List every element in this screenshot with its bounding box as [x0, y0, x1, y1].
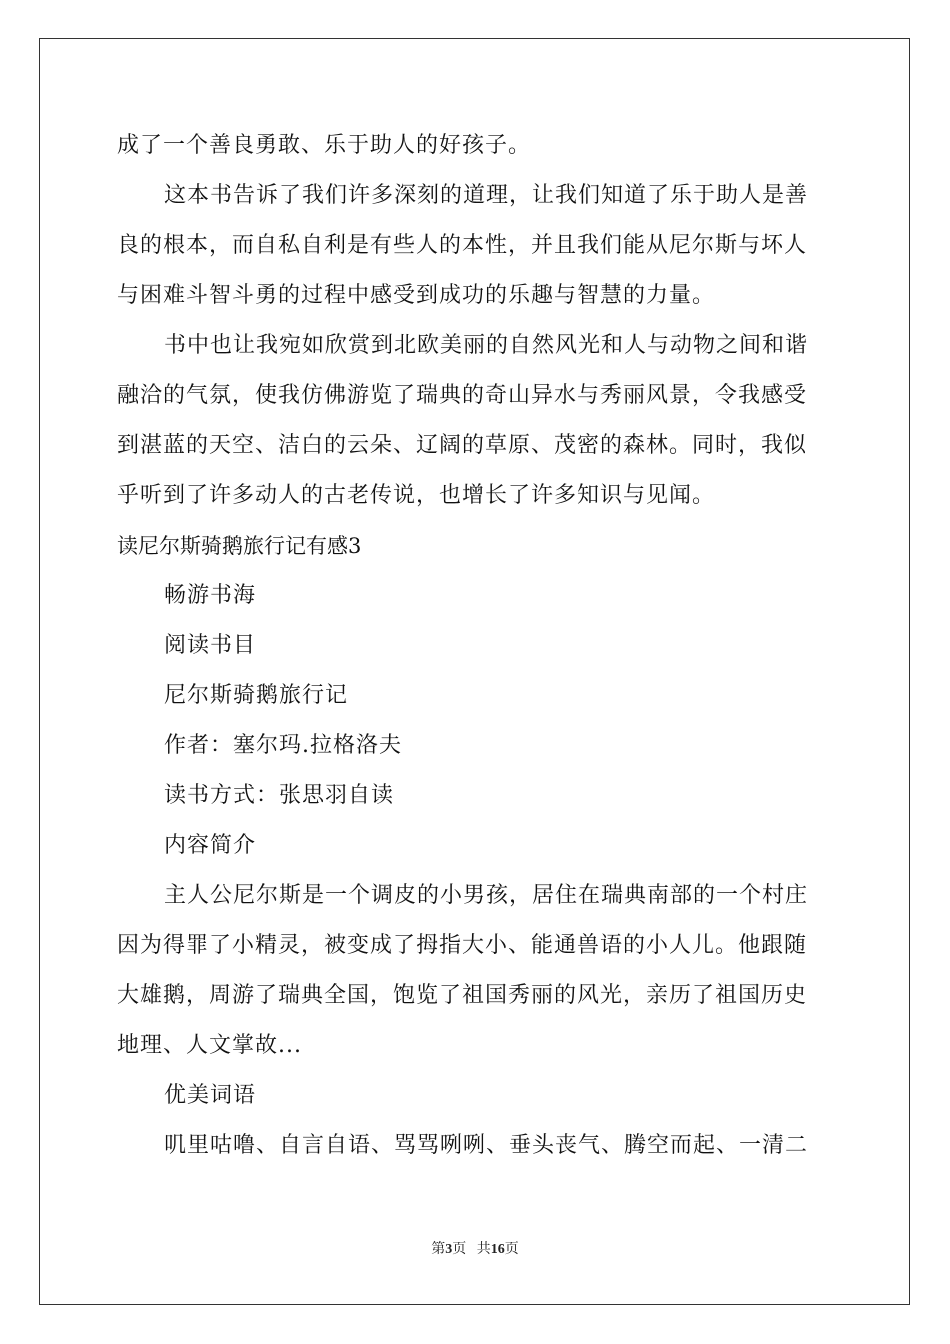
text-line: 作者：塞尔玛.拉格洛夫 — [164, 733, 402, 758]
text-line: 叽里咕噜、自言自语、骂骂咧咧、垂头丧气、腾空而起、一清二 — [164, 1133, 809, 1158]
text-line: 良的根本，而自私自利是有些人的本性，并且我们能从尼尔斯与坏人 — [117, 233, 808, 258]
text-line: 融洽的气氛，使我仿佛游览了瑞典的奇山异水与秀丽风景，令我感受 — [117, 383, 808, 408]
total-prefix: 共 — [476, 1242, 491, 1257]
text-line: 因为得罪了小精灵，被变成了拇指大小、能通兽语的小人儿。他跟随 — [117, 933, 808, 958]
text-line: 地理、人文掌故... — [117, 1033, 302, 1058]
text-line: 这本书告诉了我们许多深刻的道理，让我们知道了乐于助人是善 — [164, 183, 809, 208]
total-pages: 16 — [490, 1242, 505, 1257]
text-line: 书中也让我宛如欣赏到北欧美丽的自然风光和人与动物之间和谐 — [164, 333, 809, 358]
text-line: 读书方式：张思羽自读 — [164, 783, 395, 808]
text-line: 内容简介 — [164, 833, 257, 858]
text-line: 阅读书目 — [164, 633, 257, 658]
text-line: 到湛蓝的天空、洁白的云朵、辽阔的草原、茂密的森林。同时，我似 — [117, 433, 808, 458]
section-heading: 读尼尔斯骑鹅旅行记有感3 — [117, 534, 362, 558]
page-footer — [0, 1238, 950, 1258]
text-line: 乎听到了许多动人的古老传说，也增长了许多知识与见闻。 — [117, 483, 716, 508]
page-number: 3 — [445, 1242, 453, 1257]
text-line: 成了一个善良勇敢、乐于助人的好孩子。 — [117, 133, 532, 158]
text-line: 尼尔斯骑鹅旅行记 — [164, 683, 349, 708]
text-line: 畅游书海 — [164, 583, 257, 608]
text-line: 与困难斗智斗勇的过程中感受到成功的乐趣与智慧的力量。 — [117, 283, 716, 308]
text-line: 优美词语 — [164, 1083, 257, 1108]
text-line: 大雄鹅，周游了瑞典全国，饱览了祖国秀丽的风光，亲历了祖国历史 — [117, 983, 808, 1008]
text-line: 主人公尼尔斯是一个调皮的小男孩，居住在瑞典南部的一个村庄 — [164, 883, 809, 908]
total-suffix: 页 — [504, 1242, 519, 1257]
page-suffix: 页 — [452, 1242, 467, 1257]
page-prefix: 第 — [431, 1242, 446, 1257]
